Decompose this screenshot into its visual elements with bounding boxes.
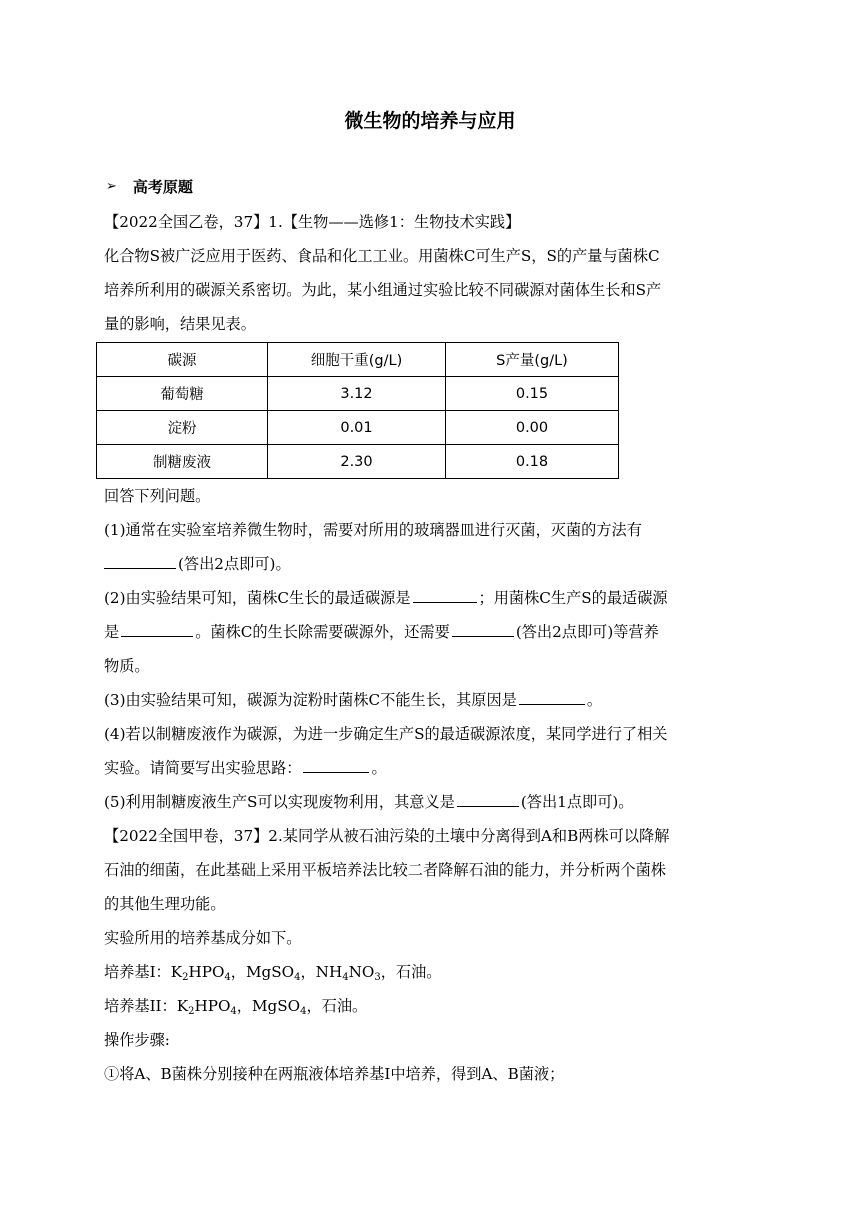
subscript: 4 bbox=[342, 972, 349, 983]
medium-text: ，石油。 bbox=[306, 997, 368, 1015]
answer-blank[interactable] bbox=[121, 622, 193, 637]
q2-text-line: 的其他生理功能。 bbox=[104, 895, 226, 913]
table-row bbox=[97, 411, 619, 445]
arrow-bullet-icon: ➢ bbox=[106, 179, 117, 194]
q2-source: 【2022全国甲卷，37】2.某同学从被石油污染的土壤中分离得到A和B两株可以降解 bbox=[104, 827, 670, 845]
q1-source: 【2022全国乙卷，37】1.【生物——选修1：生物技术实践】 bbox=[104, 213, 521, 231]
q1-intro-line: 量的影响，结果见表。 bbox=[104, 315, 256, 333]
q1-part2-text: 是 bbox=[104, 623, 120, 641]
medium-text: ，NH bbox=[300, 963, 343, 981]
q1-part1-line: (1)通常在实验室培养微生物时，需要对所用的玻璃器皿进行灭菌，灭菌的方法有 bbox=[104, 521, 642, 539]
table-cell: 制糖废液 bbox=[97, 445, 268, 479]
q1-part2-text: (2)由实验结果可知，菌株C生长的最适碳源是 bbox=[104, 589, 411, 607]
subscript: 4 bbox=[294, 972, 301, 983]
q2-medium1 bbox=[104, 962, 441, 988]
q1-part5-text: (答出1点即可)。 bbox=[520, 793, 634, 811]
table-row bbox=[97, 377, 619, 411]
answer-blank[interactable] bbox=[413, 588, 477, 603]
q1-part5-text: (5)利用制糖废液生产S可以实现废物利用，其意义是 bbox=[104, 793, 455, 811]
table-header-row bbox=[97, 343, 619, 377]
table-cell: 2.30 bbox=[268, 445, 446, 479]
section-heading-text: 高考原题 bbox=[132, 178, 193, 196]
q1-part2-text: 。菌株C的生长除需要碳源外，还需要 bbox=[195, 623, 450, 641]
medium-text: HPO bbox=[188, 963, 225, 981]
table-cell: 0.15 bbox=[446, 377, 619, 411]
q1-part4-line: (4)若以制糖废液作为碳源，为进一步确定生产S的最适碳源浓度，某同学进行了相关 bbox=[104, 725, 668, 743]
answer-blank[interactable] bbox=[303, 758, 369, 773]
q2-medium2 bbox=[104, 996, 367, 1022]
q1-intro-line: 培养所利用的碳源关系密切。为此，某小组通过实验比较不同碳源对菌体生长和S产 bbox=[104, 281, 662, 299]
subscript: 4 bbox=[224, 972, 231, 983]
subscript: 3 bbox=[374, 972, 381, 983]
q1-part4-line bbox=[104, 758, 387, 778]
q1-part2-line bbox=[104, 622, 659, 642]
q1-part1-suffix: (答出2点即可)。 bbox=[178, 555, 291, 573]
q1-intro-line: 化合物S被广泛应用于医药、食品和化工工业。用菌株C可生产S，S的产量与菌株C bbox=[104, 247, 660, 265]
subscript: 2 bbox=[188, 1006, 195, 1017]
table-header-cell: 细胞干重(g/L) bbox=[268, 343, 446, 377]
table-cell: 3.12 bbox=[268, 377, 446, 411]
answer-blank[interactable] bbox=[104, 554, 176, 569]
table-cell: 淀粉 bbox=[97, 411, 268, 445]
q1-prompt: 回答下列问题。 bbox=[104, 487, 211, 505]
q1-part3-line bbox=[104, 690, 602, 710]
medium-text: 培养基I：K bbox=[104, 963, 183, 981]
q1-part4-text: 。 bbox=[371, 759, 387, 777]
q1-part2-text: (答出2点即可)等营养 bbox=[515, 623, 659, 641]
q1-part4-text: 实验。请简要写出实验思路： bbox=[104, 759, 302, 777]
q2-steps-label: 操作步骤: bbox=[104, 1031, 170, 1049]
table-cell: 葡萄糖 bbox=[97, 377, 268, 411]
answer-blank[interactable] bbox=[452, 622, 514, 637]
table-header-cell: 碳源 bbox=[97, 343, 268, 377]
q2-text-line: 石油的细菌，在此基础上采用平板培养法比较二者降解石油的能力，并分析两个菌株 bbox=[104, 861, 666, 879]
q1-part3-text: 。 bbox=[586, 691, 603, 709]
answer-blank[interactable] bbox=[457, 792, 519, 807]
answer-blank[interactable] bbox=[519, 690, 585, 705]
table-cell: 0.00 bbox=[446, 411, 619, 445]
q1-part2-text: ；用菌株C生产S的最适碳源 bbox=[478, 589, 668, 607]
results-table bbox=[96, 342, 619, 479]
q1-part3-text: (3)由实验结果可知，碳源为淀粉时菌株C不能生长，其原因是 bbox=[104, 691, 517, 709]
q1-part2-line: 物质。 bbox=[104, 657, 150, 675]
table-row bbox=[97, 445, 619, 479]
medium-text: ，MgSO bbox=[236, 997, 301, 1015]
medium-text: ，石油。 bbox=[380, 963, 442, 981]
page-title: 微生物的培养与应用 bbox=[344, 110, 516, 132]
medium-text: 培养基II：K bbox=[104, 997, 189, 1015]
subscript: 4 bbox=[300, 1006, 307, 1017]
table-cell: 0.18 bbox=[446, 445, 619, 479]
q1-part5-line bbox=[104, 792, 634, 812]
q2-step: ①将A、B菌株分别接种在两瓶液体培养基I中培养，得到A、B菌液； bbox=[104, 1065, 565, 1083]
q2-media-intro: 实验所用的培养基成分如下。 bbox=[104, 929, 302, 947]
medium-text: ，MgSO bbox=[230, 963, 295, 981]
medium-text: HPO bbox=[194, 997, 231, 1015]
subscript: 4 bbox=[230, 1006, 237, 1017]
table-cell: 0.01 bbox=[268, 411, 446, 445]
q1-part1-line bbox=[104, 554, 291, 574]
q1-part2-line bbox=[104, 588, 668, 608]
medium-text: NO bbox=[348, 963, 375, 981]
section-heading bbox=[106, 176, 193, 197]
subscript: 2 bbox=[182, 972, 189, 983]
table-header-cell: S产量(g/L) bbox=[446, 343, 619, 377]
